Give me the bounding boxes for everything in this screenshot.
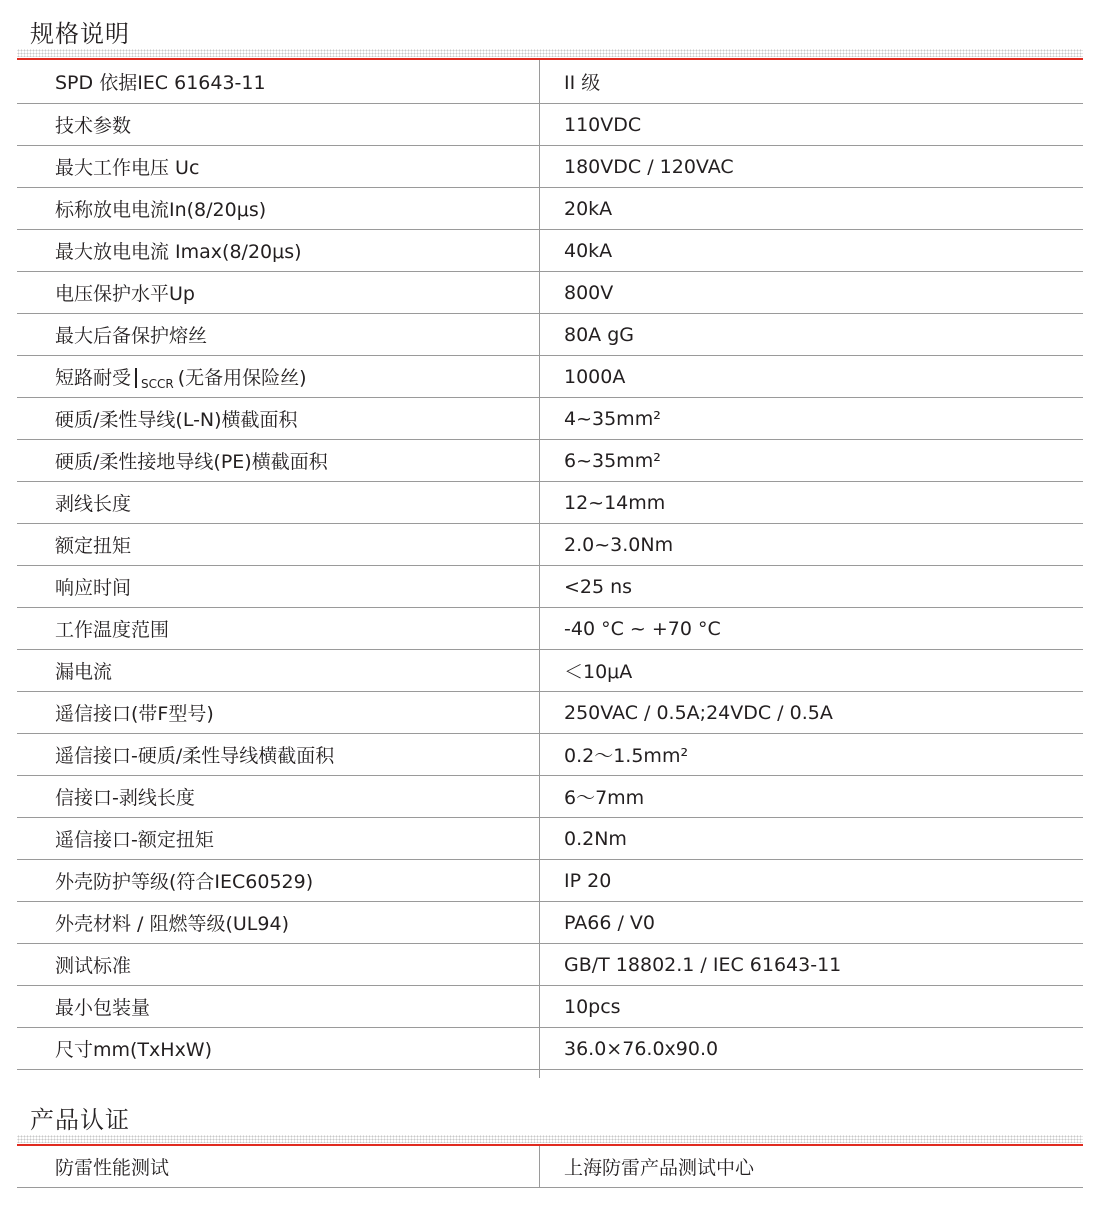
spec-value: 36.0×76.0x90.0	[564, 1037, 719, 1060]
table-row	[17, 860, 1083, 902]
spec-label: 剥线长度	[55, 493, 132, 515]
table-row	[17, 944, 1083, 986]
spec-value: 上海防雷产品测试中心	[564, 1157, 755, 1179]
spec-label: 测试标准	[55, 955, 132, 977]
table-row	[17, 1028, 1083, 1070]
spec-label: 技术参数	[55, 115, 132, 137]
table-row	[17, 482, 1083, 524]
spec-value: 10pcs	[564, 995, 621, 1018]
spec-value: 12~14mm	[564, 491, 666, 514]
current-symbol-bar	[135, 368, 137, 388]
spec-label: 硬质/柔性接地导线(PE)横截面积	[55, 451, 328, 473]
table-row	[17, 398, 1083, 440]
dotted-divider	[17, 49, 1083, 57]
table-row	[17, 776, 1083, 818]
spec-value: 6~35mm²	[564, 449, 661, 472]
table-row	[17, 356, 1083, 398]
spec-label: 防雷性能测试	[55, 1157, 170, 1179]
spec-label: 额定扭矩	[55, 535, 132, 557]
spec-label: 漏电流	[55, 661, 113, 683]
spec-label: 最大后备保护熔丝	[55, 325, 208, 347]
spec-value: 250VAC / 0.5A;24VDC / 0.5A	[564, 701, 833, 724]
spec-label: 外壳防护等级(符合IEC60529)	[55, 871, 314, 893]
spec-value: II 级	[564, 72, 601, 94]
spec-label: 信接口-剥线长度	[55, 787, 195, 809]
spec-label	[55, 356, 535, 397]
spec-value: PA66 / V0	[564, 911, 655, 934]
spec-label: 外壳材料 / 阻燃等级(UL94)	[55, 913, 289, 935]
spec-section	[17, 0, 1083, 1080]
spec-label: 最大放电电流 Imax(8/20μs)	[55, 241, 302, 263]
dotted-divider	[17, 1135, 1083, 1143]
spec-section-title: 规格说明	[30, 20, 130, 48]
table-row	[17, 692, 1083, 734]
table-row	[17, 524, 1083, 566]
spec-value: ＜10μA	[564, 661, 633, 683]
spec-label: SPD 依据IEC 61643-11	[55, 72, 266, 94]
table-row	[17, 146, 1083, 188]
spec-value: -40 °C ~ +70 °C	[564, 617, 721, 640]
table-row	[17, 230, 1083, 272]
spec-value: 0.2～1.5mm²	[564, 745, 689, 767]
table-row	[17, 1146, 1083, 1188]
table-row	[17, 188, 1083, 230]
spec-value: 800V	[564, 281, 614, 304]
table-row	[17, 566, 1083, 608]
spec-label-suffix: (无备用保险丝)	[177, 367, 307, 389]
table-row	[17, 734, 1083, 776]
spec-value: 180VDC / 120VAC	[564, 155, 734, 178]
spec-value: 0.2Nm	[564, 827, 627, 850]
spec-label: 遥信接口-额定扭矩	[55, 829, 214, 851]
table-row	[17, 818, 1083, 860]
spec-label: 响应时间	[55, 577, 132, 599]
table-row	[17, 272, 1083, 314]
spec-label: 尺寸mm(TxHxW)	[55, 1039, 213, 1061]
table-row	[17, 60, 1083, 104]
cert-section-title: 产品认证	[30, 1106, 130, 1134]
table-row	[17, 650, 1083, 692]
spec-table	[17, 60, 1083, 1078]
table-row	[17, 986, 1083, 1028]
spec-label: 最小包装量	[55, 997, 151, 1019]
spec-value: 20kA	[564, 197, 613, 220]
spec-label: 遥信接口-硬质/柔性导线横截面积	[55, 745, 335, 767]
cert-section	[17, 1090, 1083, 1190]
spec-label: 最大工作电压 Uc	[55, 157, 200, 179]
spec-label: 工作温度范围	[55, 619, 170, 641]
spec-label-prefix: 短路耐受	[55, 367, 132, 389]
spec-value: 110VDC	[564, 113, 642, 136]
spec-label: 电压保护水平Up	[55, 283, 195, 305]
table-row	[17, 104, 1083, 146]
spec-value: <25 ns	[564, 575, 633, 598]
spec-value: GB/T 18802.1 / IEC 61643-11	[564, 953, 842, 976]
table-row	[17, 902, 1083, 944]
spec-value: 2.0~3.0Nm	[564, 533, 674, 556]
spec-value: 1000A	[564, 365, 626, 388]
spec-value: 4~35mm²	[564, 407, 661, 430]
spec-label: 标称放电电流In(8/20μs)	[55, 199, 267, 221]
spec-label: 硬质/柔性导线(L-N)横截面积	[55, 409, 298, 431]
spec-value: IP 20	[564, 869, 612, 892]
table-row	[17, 314, 1083, 356]
spec-value: 40kA	[564, 239, 613, 262]
spec-value: 80A gG	[564, 323, 634, 346]
spec-label: 遥信接口(带F型号)	[55, 703, 214, 725]
spec-label-subscript: SCCR	[141, 376, 174, 391]
spec-value: 6～7mm	[564, 787, 645, 809]
cert-table	[17, 1146, 1083, 1188]
table-row	[17, 440, 1083, 482]
table-row	[17, 608, 1083, 650]
